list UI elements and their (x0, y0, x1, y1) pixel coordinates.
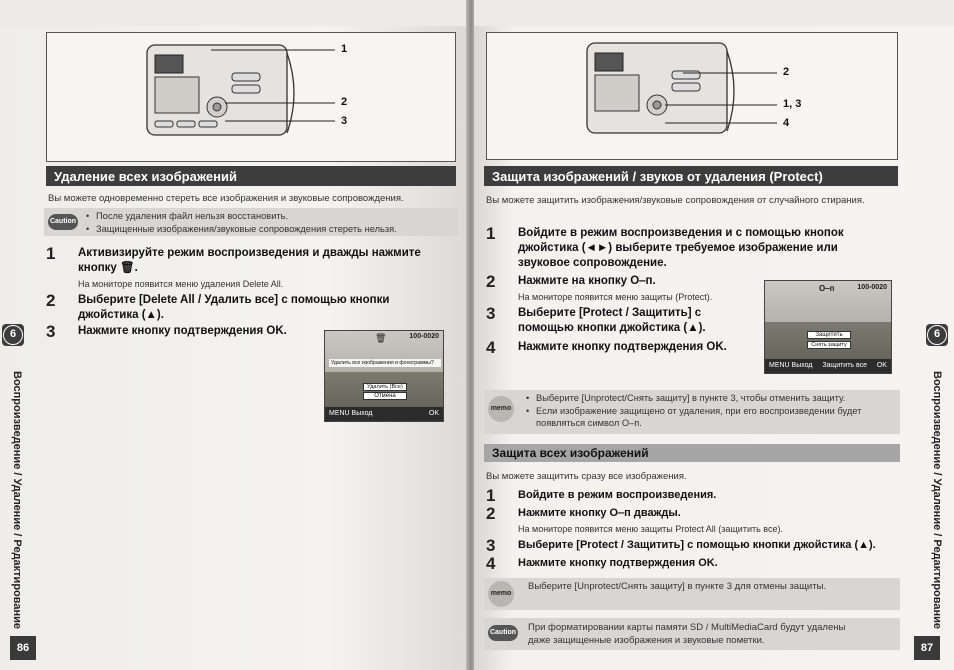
caution-block (44, 208, 458, 236)
menu-exit-label: MENU Выход (769, 362, 813, 369)
step-text: Нажмите кнопку подтверждения OK. (78, 325, 287, 337)
cancel-option[interactable]: Отмена (363, 392, 407, 400)
step-1 (486, 226, 906, 272)
step-number: 2 (46, 291, 56, 310)
step-text: джойстика (▲). (78, 309, 164, 321)
ok-label: OK (876, 362, 887, 369)
trash-icon: 🗑 (375, 333, 387, 343)
chapter-marker (2, 324, 24, 346)
step-3 (486, 306, 756, 338)
step2-2 (486, 506, 906, 538)
step-note: На мониторе появится меню защиты Protect All (защитить все). (518, 524, 783, 534)
step-text: помощью кнопки джойстика (▲). (518, 322, 706, 334)
step-number: 4 (486, 338, 496, 357)
chapter-number: 6 (927, 325, 947, 345)
step-text: звуковое сопровождение. (518, 257, 667, 269)
step-text: кнопку 🗑. (78, 262, 138, 274)
callout-1-3: 1, 3 (783, 98, 802, 110)
step-note: На мониторе появится меню удаления Delete All. (78, 279, 284, 289)
step-number: 2 (486, 272, 496, 291)
camera-drawing (487, 33, 899, 161)
section-heading: Защита изображений / звуков от удаления (Protect) (484, 166, 898, 186)
protect-option[interactable]: Защитить (807, 331, 851, 339)
chapter-marker (926, 324, 948, 346)
callout-2: 2 (341, 96, 348, 108)
key-icon: О‒п (819, 284, 835, 293)
step-number: 1 (486, 224, 496, 243)
chapter-title: Воспроизведение / Удаление / Редактирование (931, 371, 943, 630)
step-4 (486, 340, 766, 360)
caution-text (528, 621, 894, 647)
callout-3: 3 (341, 115, 348, 127)
memo-text: Выберите [Unprotect/Снять защиту] в пункте 3 для отмены защиты. (528, 581, 827, 592)
step-number: 1 (46, 244, 56, 263)
caution-item: • После удаления файл нельзя восстановить. (84, 210, 454, 223)
chapter-number: 6 (3, 325, 23, 345)
caution-line: При форматировании карты памяти SD / MultiMediaCard будут удалены (528, 622, 846, 633)
camera-figure (486, 32, 898, 160)
memo-icon: memo (488, 396, 514, 422)
page-number: 86 (10, 636, 36, 660)
step-1 (46, 246, 460, 296)
caution-icon: Caution (488, 625, 518, 641)
callout-2: 2 (783, 66, 790, 78)
step-2 (486, 274, 756, 304)
section-heading: Удаление всех изображений (46, 166, 456, 186)
file-number: 100-0020 (409, 333, 439, 340)
caution-block (484, 618, 900, 650)
delete-all-screen (324, 330, 444, 422)
step-text: джойстика (◄►) выберите требуемое изображение или (518, 242, 838, 254)
caution-item: • Защищенные изображения/звуковые сопровождения стереть нельзя. (84, 223, 454, 236)
step-2 (46, 293, 460, 325)
chapter-title: Воспроизведение / Удаление / Редактирование (11, 371, 23, 630)
intro-text: Вы можете защитить изображения/звуковые сопровождения от случайного стирания. (486, 195, 865, 206)
file-number: 100-0020 (857, 284, 887, 291)
unprotect-option[interactable]: Снять защиту (807, 341, 851, 349)
memo-icon: memo (488, 581, 514, 607)
ok-label: OK (428, 410, 439, 417)
caution-line: даже защищенные изображения и звуковые пометки. (528, 635, 765, 646)
step-number: 3 (486, 536, 496, 555)
protect-all-label: Защитить все (822, 362, 868, 369)
step-text: Активизируйте режим воспроизведения и дважды нажмите (78, 247, 421, 259)
protect-screen (764, 280, 892, 374)
step-number: 2 (486, 504, 496, 523)
step2-1 (486, 488, 906, 506)
memo-item: • Если изображение защищено от удаления, при его воспроизведении будет появляться символ О‒п. (524, 405, 894, 430)
memo-block (484, 390, 900, 434)
section-heading-2: Защита всех изображений (484, 444, 900, 462)
right-page (474, 0, 954, 670)
step-text: Выберите [Protect / Защитить] с (518, 307, 702, 319)
camera-figure (46, 32, 456, 162)
page-number: 87 (914, 636, 940, 660)
step-number: 3 (486, 304, 496, 323)
step-text: Нажмите кнопку О‒п дважды. (518, 507, 681, 519)
step-text: Войдите в режим воспроизведения. (518, 489, 717, 501)
caution-icon: Caution (48, 214, 78, 230)
intro-text-2: Вы можете защитить сразу все изображения. (486, 471, 687, 482)
step-text: Выберите [Protect / Защитить] с помощью кнопки джойстика (▲). (518, 539, 876, 551)
step-text: Нажмите кнопку подтверждения OK. (518, 341, 727, 353)
screen-footer (765, 359, 891, 373)
callout-1: 1 (341, 43, 348, 55)
delete-all-option[interactable]: Удалить (Все) (363, 383, 407, 391)
step-number: 1 (486, 486, 496, 505)
memo-item: • Выберите [Unprotect/Снять защиту] в пункте 3, чтобы отменить защиту. (524, 392, 894, 405)
step-number: 4 (486, 554, 496, 573)
screen-footer (325, 407, 443, 421)
step2-3 (486, 538, 906, 556)
camera-drawing (47, 33, 457, 163)
left-page (0, 0, 470, 670)
step-note: На мониторе появится меню защиты (Protect). (518, 292, 713, 302)
memo-block-2 (484, 578, 900, 610)
step-text: Выберите [Delete All / Удалить все] с помощью кнопки (78, 294, 390, 306)
step-text: Войдите в режим воспроизведения и с помощью кнопок (518, 227, 844, 239)
step-3 (46, 324, 326, 344)
callout-4: 4 (783, 117, 790, 129)
delete-question: Удалить все изображения и фонограммы? (329, 359, 441, 367)
top-band (0, 0, 470, 26)
step-text: Нажмите кнопку подтверждения OK. (518, 557, 718, 569)
step-number: 3 (46, 322, 56, 341)
intro-text: Вы можете одновременно стереть все изображения и звуковые сопровождения. (48, 193, 404, 204)
menu-exit-label: MENU Выход (329, 410, 373, 417)
step-text: Нажмите на кнопку О‒п. (518, 275, 656, 287)
top-band (474, 0, 954, 26)
step2-4 (486, 556, 906, 574)
